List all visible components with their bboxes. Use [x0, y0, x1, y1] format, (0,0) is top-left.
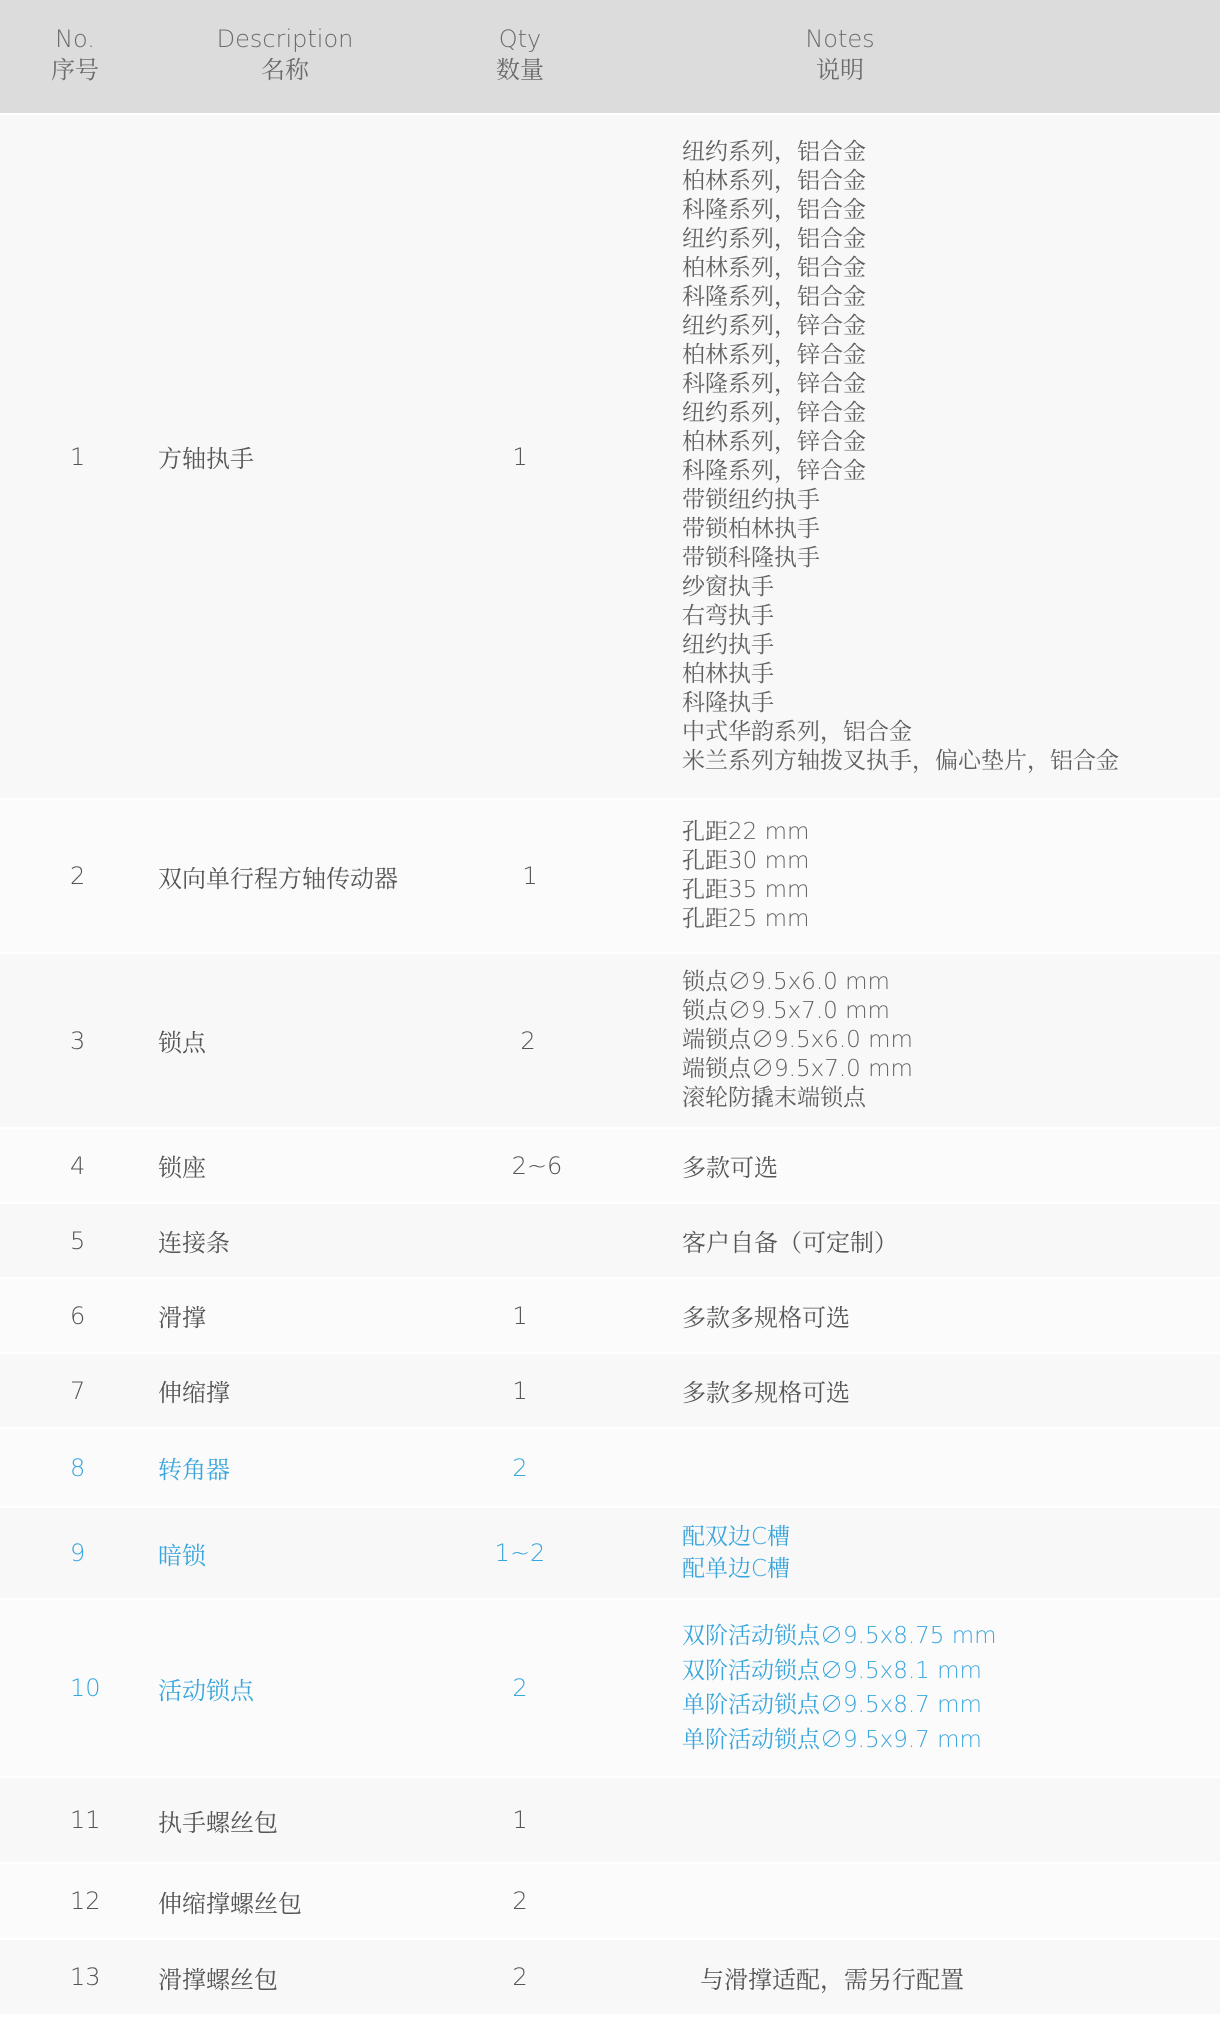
- note-line: 米兰系列方轴拨叉执手，偏心垫片，铝合金: [682, 747, 1119, 774]
- table-row: [0, 1940, 1220, 2016]
- note-line: 单阶活动锁点∅9.5x9.7 mm: [682, 1726, 982, 1753]
- note-line: 配单边C槽: [682, 1556, 791, 1582]
- row-description: 锁座: [158, 1154, 206, 1182]
- row-number: 11: [70, 1806, 101, 1834]
- note-line: 端锁点∅9.5x6.0 mm: [682, 1027, 913, 1053]
- header-qty-en: Qty: [498, 25, 542, 53]
- row-notes: [682, 800, 1202, 952]
- note-line: 双阶活动锁点∅9.5x8.1 mm: [682, 1657, 982, 1684]
- note-line: 科隆系列，锌合金: [682, 370, 866, 397]
- row-description: 连接条: [158, 1229, 230, 1257]
- header-notes: [770, 24, 910, 86]
- note-line: 带锁科隆执手: [682, 544, 820, 571]
- row-description: 滑撑: [158, 1304, 206, 1332]
- note-line: 科隆执手: [682, 689, 774, 716]
- note-line: 锁点∅9.5x6.0 mm: [682, 969, 890, 995]
- row-number: 10: [70, 1674, 101, 1702]
- table-row: [0, 1600, 1220, 1778]
- header-no-cn: 序号: [51, 56, 99, 84]
- note-line: 纽约系列，铝合金: [682, 138, 866, 165]
- note-line: 科隆系列，铝合金: [682, 196, 866, 223]
- row-notes: 多款可选: [682, 1154, 778, 1182]
- note-line: 带锁纽约执手: [682, 486, 820, 513]
- note-line: 柏林执手: [682, 660, 774, 687]
- note-line: 孔距35 mm: [682, 877, 810, 903]
- note-line: 科隆系列，铝合金: [682, 283, 866, 310]
- table-row: [0, 1508, 1220, 1600]
- table-row: [0, 1204, 1220, 1279]
- table-row: [0, 1429, 1220, 1508]
- table-row: [0, 800, 1220, 954]
- row-qty: [470, 1204, 570, 1277]
- row-notes: [682, 1508, 1202, 1598]
- notes-list: [682, 1619, 997, 1757]
- row-notes: [682, 115, 1202, 798]
- row-number: 4: [70, 1151, 86, 1180]
- table-row: [0, 954, 1220, 1129]
- row-qty: 2: [512, 1674, 528, 1702]
- header-notes-cn: 说明: [816, 56, 864, 84]
- row-notes: 与滑撑适配，需另行配置: [700, 1965, 964, 1994]
- note-line: 纽约系列，锌合金: [682, 312, 866, 339]
- note-line: 锁点∅9.5x7.0 mm: [682, 998, 890, 1024]
- row-description: 暗锁: [158, 1541, 206, 1570]
- row-description: 活动锁点: [158, 1676, 254, 1705]
- header-description-en: Description: [216, 25, 354, 53]
- note-line: 孔距25 mm: [682, 906, 810, 932]
- notes-list: [682, 1521, 790, 1585]
- table-row: [0, 1279, 1220, 1354]
- header-description: [190, 24, 380, 86]
- note-line: 滚轮防撬末端锁点: [682, 1085, 866, 1111]
- row-description: 执手螺丝包: [158, 1808, 278, 1837]
- row-qty: 2: [520, 1026, 536, 1055]
- row-number: 2: [70, 862, 86, 890]
- row-qty: 2: [512, 1887, 528, 1915]
- note-line: 端锁点∅9.5x7.0 mm: [682, 1056, 913, 1082]
- row-description: 双向单行程方轴传动器: [158, 864, 398, 893]
- row-qty: 1: [512, 1806, 528, 1834]
- row-number: 5: [70, 1226, 86, 1255]
- note-line: 带锁柏林执手: [682, 515, 820, 542]
- note-line: 配双边C槽: [682, 1524, 791, 1550]
- row-notes: 多款多规格可选: [682, 1304, 850, 1332]
- table-header: [0, 0, 1220, 115]
- row-description: 伸缩撑螺丝包: [158, 1889, 302, 1918]
- row-notes: [682, 954, 1202, 1127]
- note-line: 双阶活动锁点∅9.5x8.75 mm: [682, 1623, 997, 1649]
- note-line: 科隆系列，锌合金: [682, 457, 866, 484]
- note-line: 中式华韵系列，铝合金: [682, 718, 912, 745]
- table-row: [0, 115, 1220, 800]
- table-row: [0, 1778, 1220, 1864]
- row-description: 锁点: [158, 1029, 206, 1057]
- note-line: 单阶活动锁点∅9.5x8.7 mm: [682, 1692, 982, 1718]
- note-line: 纽约执手: [682, 631, 774, 658]
- row-notes: 客户自备（可定制）: [682, 1229, 898, 1257]
- row-qty: 2: [512, 1963, 528, 1991]
- row-number: 8: [70, 1453, 86, 1482]
- row-notes: [682, 1778, 1202, 1862]
- row-number: 6: [70, 1301, 86, 1330]
- header-no-en: No.: [55, 25, 95, 53]
- row-qty: 1: [512, 1376, 528, 1405]
- header-notes-en: Notes: [805, 25, 875, 53]
- row-qty: 1: [522, 862, 538, 890]
- row-number: 3: [70, 1026, 86, 1055]
- row-description: 转角器: [158, 1456, 230, 1484]
- row-description: 伸缩撑: [158, 1379, 230, 1407]
- row-notes: [682, 1600, 1202, 1776]
- header-description-cn: 名称: [261, 56, 309, 84]
- note-line: 柏林系列，铝合金: [682, 254, 866, 281]
- notes-list: [682, 138, 1119, 776]
- notes-list: [682, 818, 809, 934]
- note-line: 纱窗执手: [682, 573, 774, 600]
- table-row: [0, 1864, 1220, 1940]
- note-line: 右弯执手: [682, 602, 774, 629]
- note-line: 孔距30 mm: [682, 848, 810, 874]
- row-number: 13: [70, 1963, 101, 1991]
- header-qty-cn: 数量: [496, 56, 544, 84]
- table-row: [0, 1354, 1220, 1429]
- row-qty: 1~2: [494, 1539, 546, 1567]
- note-line: 纽约系列，锌合金: [682, 399, 866, 426]
- table-row: [0, 1129, 1220, 1204]
- note-line: 柏林系列，锌合金: [682, 341, 866, 368]
- row-number: 12: [70, 1887, 101, 1915]
- row-qty: 1: [512, 1301, 528, 1330]
- row-number: 1: [70, 442, 86, 471]
- header-no: [40, 24, 110, 86]
- row-qty: 2: [512, 1453, 528, 1482]
- notes-list: [682, 968, 913, 1113]
- row-qty: 2~6: [511, 1151, 563, 1180]
- header-qty: [470, 24, 570, 86]
- note-line: 柏林系列，锌合金: [682, 428, 866, 455]
- row-qty: 1: [512, 442, 528, 471]
- row-number: 7: [70, 1376, 86, 1405]
- note-line: 孔距22 mm: [682, 819, 810, 845]
- row-notes: 多款多规格可选: [682, 1379, 850, 1407]
- row-notes: [682, 1429, 1202, 1506]
- row-description: 滑撑螺丝包: [158, 1965, 278, 1994]
- note-line: 纽约系列，铝合金: [682, 225, 866, 252]
- note-line: 柏林系列，铝合金: [682, 167, 866, 194]
- row-notes: [682, 1864, 1202, 1938]
- row-number: 9: [70, 1539, 86, 1567]
- row-description: 方轴执手: [158, 445, 254, 473]
